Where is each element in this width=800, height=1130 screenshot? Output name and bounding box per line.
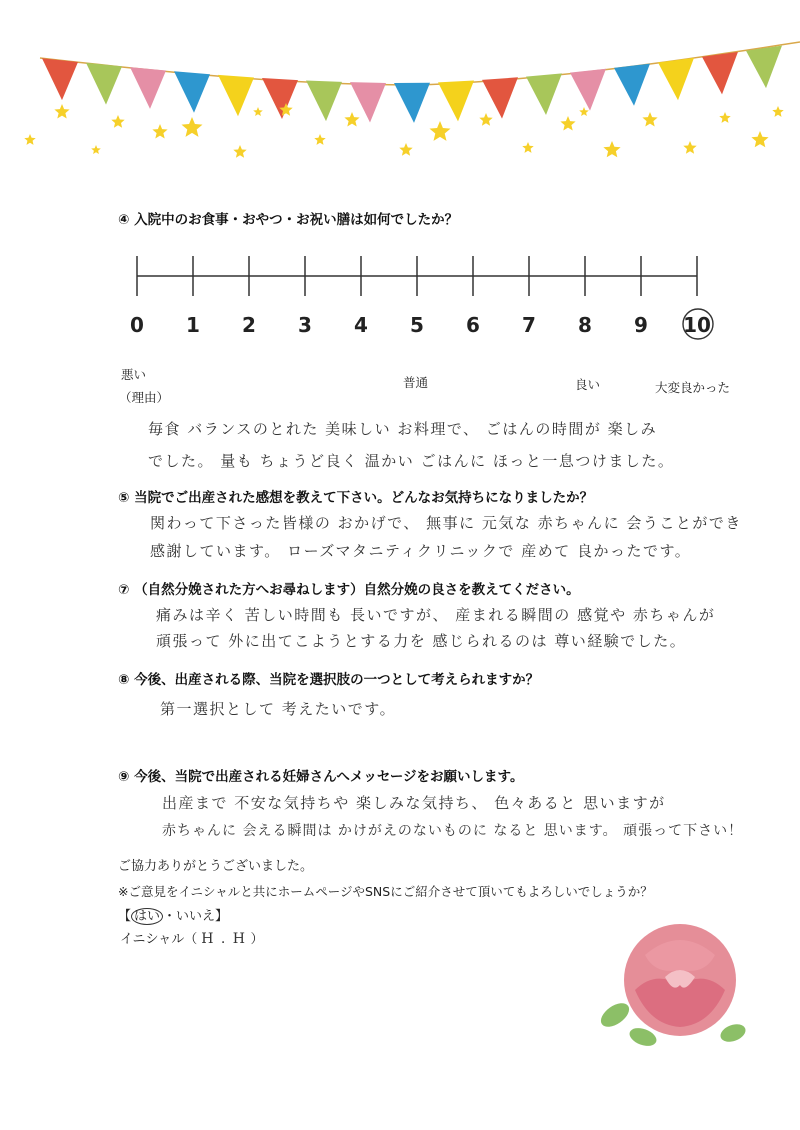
bunting-flag — [86, 63, 122, 105]
question-7: ⑦ （自然分娩された方へお尋ねします）自然分娩の良さを教えてください。 — [118, 582, 580, 598]
question-9: ⑨ 今後、当院で出産される妊婦さんへメッセージをお願いします。 — [118, 769, 524, 785]
scale-tick-label: 10 — [683, 313, 711, 337]
rose-icon — [585, 915, 755, 1065]
answer-4-line-2: でした。 量も ちょうど良く 温かい ごはんに ほっと一息つけました。 — [148, 452, 675, 470]
bunting-flag — [526, 73, 562, 115]
star-icon — [314, 134, 325, 145]
answer-7-line-1: 痛みは辛く 苦しい時間も 長いですが、 産まれる瞬間の 感覚や 赤ちゃんが — [156, 606, 716, 624]
star-icon — [479, 113, 492, 126]
bunting-flag — [438, 80, 474, 121]
scale-tick-label: 1 — [186, 313, 200, 337]
star-icon — [642, 112, 657, 127]
star-icon — [182, 117, 203, 137]
star-icon — [683, 141, 696, 154]
answer-9-line-2: 赤ちゃんに 会える瞬間は かけがえのないものに なると 思います。 頑張って下さい！ — [162, 823, 744, 839]
star-icon — [751, 131, 768, 147]
scale-tick-label: 3 — [298, 313, 312, 337]
choice-bracket-close: 】 — [215, 909, 229, 924]
star-icon — [111, 115, 124, 128]
choice-yes-circled: はい — [131, 908, 163, 925]
star-icon — [253, 107, 263, 116]
bunting-flag — [394, 83, 430, 123]
rating-scale — [0, 240, 800, 350]
star-icon — [399, 143, 412, 156]
bunting-flag — [42, 58, 78, 100]
scale-tick-label: 9 — [634, 313, 648, 337]
answer-8-line-1: 第一選択として 考えたいです。 — [160, 700, 397, 718]
scale-label-good: 良い — [575, 377, 601, 392]
bunting-flag — [130, 67, 166, 109]
star-icon — [152, 124, 167, 139]
bunting-flag — [174, 71, 210, 113]
scale-tick-label: 5 — [410, 313, 424, 337]
publish-choice — [118, 905, 228, 925]
initial-value: H . H — [201, 931, 247, 947]
bunting-flag — [614, 64, 650, 106]
question-8: ⑧ 今後、出産される際、当院を選択肢の一つとして考えられますか？ — [118, 672, 540, 688]
answer-4-line-1: 毎食 バランスのとれた 美味しい お料理で、 ごはんの時間が 楽しみ — [148, 420, 658, 438]
star-icon — [719, 112, 730, 123]
choice-bracket-open: 【 — [118, 909, 132, 924]
choice-separator-no: ・いいえ — [163, 909, 216, 924]
scale-tick-label: 0 — [130, 313, 144, 337]
question-4: ④ 入院中のお食事・おやつ・お祝い膳は如何でしたか？ — [118, 212, 459, 228]
scale-tick-label: 2 — [242, 313, 256, 337]
answer-5-line-2: 感謝しています。 ローズマタニティクリニックで 産めて 良かったです。 — [150, 542, 692, 560]
answer-5-line-1: 関わって下さった皆様の おかげで、 無事に 元気な 赤ちゃんに 会うことができ — [150, 514, 742, 532]
bunting-flag — [702, 52, 738, 94]
star-icon — [344, 112, 359, 127]
publish-note: ※ご意見をイニシャルと共にホームページやSNSにご紹介させて頂いてもよろしいでしょうか？ — [118, 884, 653, 899]
initial-close: ） — [250, 932, 264, 947]
star-icon — [430, 121, 451, 141]
star-icon — [233, 145, 246, 158]
initial-line — [120, 928, 264, 947]
star-icon — [772, 106, 783, 117]
bunting-flag — [350, 82, 386, 122]
answer-7-line-2: 頑張って 外に出てこようとする力を 感じられるのは 尊い経験でした。 — [156, 632, 687, 650]
scale-label-very-good: 大変良かった — [655, 380, 731, 395]
star-icon — [522, 142, 533, 153]
star-icon — [91, 145, 101, 154]
star-icon — [24, 134, 35, 145]
bunting-banner — [0, 0, 800, 180]
scale-tick-label: 4 — [354, 313, 368, 337]
bunting-flag — [658, 58, 694, 100]
thanks-text: ご協力ありがとうございました。 — [118, 859, 314, 874]
scale-tick-label: 8 — [578, 313, 592, 337]
bunting-flag — [482, 77, 518, 118]
leaf-icon — [718, 1021, 748, 1045]
initial-label: イニシャル（ — [120, 932, 198, 947]
leaf-icon — [597, 998, 634, 1031]
bunting-flag — [570, 69, 606, 111]
scale-label-normal: 普通 — [403, 375, 429, 390]
bunting-flag — [262, 78, 298, 119]
answer-9-line-1: 出産まで 不安な気持ちや 楽しみな気持ち、 色々あると 思いますが — [162, 794, 666, 812]
reason-label: （理由） — [119, 390, 170, 405]
bunting-flag — [746, 46, 782, 89]
scale-tick-label: 7 — [522, 313, 536, 337]
star-icon — [54, 104, 69, 119]
star-icon — [560, 116, 575, 131]
bunting-flag — [306, 80, 342, 121]
question-5: ⑤ 当院でご出産された感想を教えて下さい。どんなお気持ちになりましたか？ — [118, 490, 594, 506]
bunting-flag — [218, 75, 254, 116]
star-icon — [603, 141, 620, 157]
scale-tick-label: 6 — [466, 313, 480, 337]
star-icon — [579, 107, 589, 116]
scale-label-bad: 悪い — [121, 367, 147, 382]
